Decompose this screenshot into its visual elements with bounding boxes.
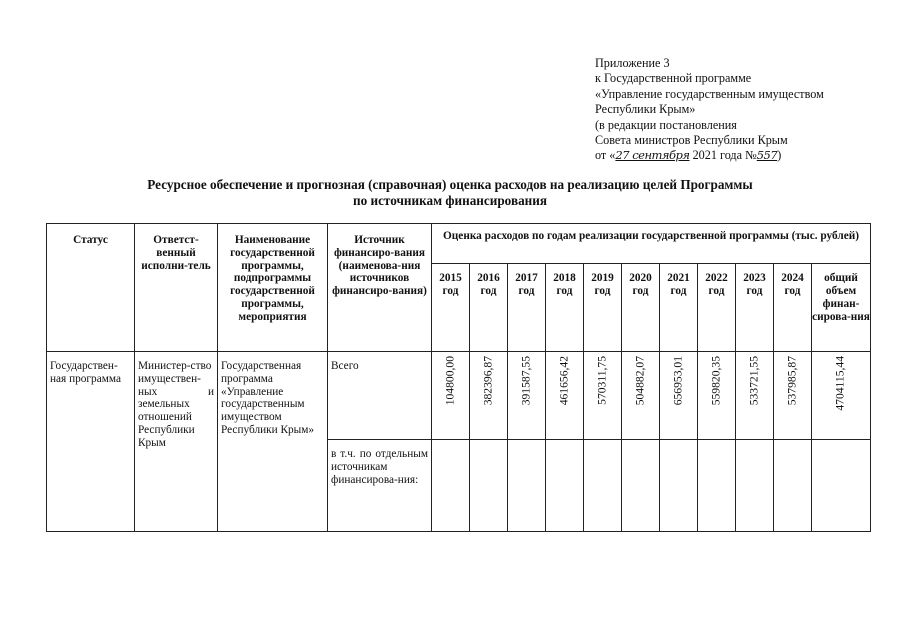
appendix-line: (в редакции постановления	[595, 117, 737, 132]
value-cell	[774, 352, 812, 440]
empty-cell	[432, 440, 470, 532]
table-row	[47, 352, 871, 440]
header-year: 2022 год	[698, 264, 736, 352]
appendix-line: «Управление государственным имуществом	[595, 86, 824, 101]
date-year: 2021 года №	[689, 148, 757, 163]
header-status: Статус	[47, 224, 135, 352]
header-name: Наименование государственной программы, подпрограммы государственной программы, мероприятия	[218, 224, 328, 352]
document-title	[45, 177, 855, 209]
value-2017: 391587,55	[519, 356, 533, 406]
value-2024: 537985,87	[785, 356, 799, 406]
value-2016: 382396,87	[481, 356, 495, 406]
cell-source-detail: в т.ч. по отдельным источникам финансирова-ния:	[328, 440, 432, 532]
handwritten-date: 27 сентября	[615, 148, 690, 163]
date-suffix: )	[777, 148, 782, 163]
appendix-date-line	[595, 148, 895, 163]
header-year: 2016 год	[470, 264, 508, 352]
header-year: 2023 год	[736, 264, 774, 352]
empty-cell	[812, 440, 871, 532]
title-line-2: по источникам финансирования	[352, 193, 547, 208]
value-2018: 461656,42	[557, 356, 571, 406]
value-cell	[432, 352, 470, 440]
value-total: 4704115,44	[833, 356, 847, 411]
value-cell	[584, 352, 622, 440]
resources-table	[46, 223, 871, 532]
header-year: 2017 год	[508, 264, 546, 352]
value-cell	[508, 352, 546, 440]
empty-cell	[546, 440, 584, 532]
cell-name: Государственная программа «Управление государственным имуществом Республики Крым»	[218, 352, 328, 532]
value-cell	[812, 352, 871, 440]
header-year: 2019 год	[584, 264, 622, 352]
value-cell	[470, 352, 508, 440]
empty-cell	[622, 440, 660, 532]
value-cell	[660, 352, 698, 440]
header-year: 2020 год	[622, 264, 660, 352]
cell-source-total: Всего	[328, 352, 432, 440]
empty-cell	[470, 440, 508, 532]
empty-cell	[584, 440, 622, 532]
header-total: общий объем финан-сирова-ния	[812, 264, 871, 352]
header-row	[47, 224, 871, 264]
header-year: 2015 год	[432, 264, 470, 352]
value-2022: 559820,35	[709, 356, 723, 406]
value-cell	[698, 352, 736, 440]
empty-cell	[660, 440, 698, 532]
value-cell	[736, 352, 774, 440]
cell-status: Государствен-ная программа	[47, 352, 135, 532]
appendix-line: Республики Крым»	[595, 102, 696, 117]
value-cell	[546, 352, 584, 440]
header-year: 2021 год	[660, 264, 698, 352]
value-cell	[622, 352, 660, 440]
appendix-line: Приложение 3	[595, 56, 670, 70]
date-prefix: от «	[595, 148, 616, 163]
header-executor: Ответст-венный исполни-тель	[135, 224, 218, 352]
empty-cell	[698, 440, 736, 532]
appendix-line: Совета министров Республики Крым	[595, 133, 788, 148]
header-source: Источник финансиро-вания (наименова-ния источников финансиро-вания)	[328, 224, 432, 352]
empty-cell	[508, 440, 546, 532]
appendix-line: к Государственной программе	[595, 71, 752, 86]
appendix-block	[595, 56, 895, 164]
empty-cell	[774, 440, 812, 532]
value-2021: 656953,01	[671, 356, 685, 406]
header-year: 2024 год	[774, 264, 812, 352]
value-2019: 570311,75	[595, 356, 609, 405]
header-year: 2018 год	[546, 264, 584, 352]
empty-cell	[736, 440, 774, 532]
handwritten-number: 557	[756, 148, 778, 163]
title-line-1: Ресурсное обеспечение и прогнозная (справочная) оценка расходов на реализацию целей Программы	[147, 177, 753, 192]
value-2015: 104800,00	[443, 356, 457, 406]
value-2023: 533721,55	[747, 356, 761, 406]
header-estimate: Оценка расходов по годам реализации государственной программы (тыс. рублей)	[432, 224, 871, 264]
value-2020: 504882,07	[633, 356, 647, 406]
cell-executor: Министер-ство имуществен-ных и земельных отношений Республики Крым	[135, 352, 218, 532]
